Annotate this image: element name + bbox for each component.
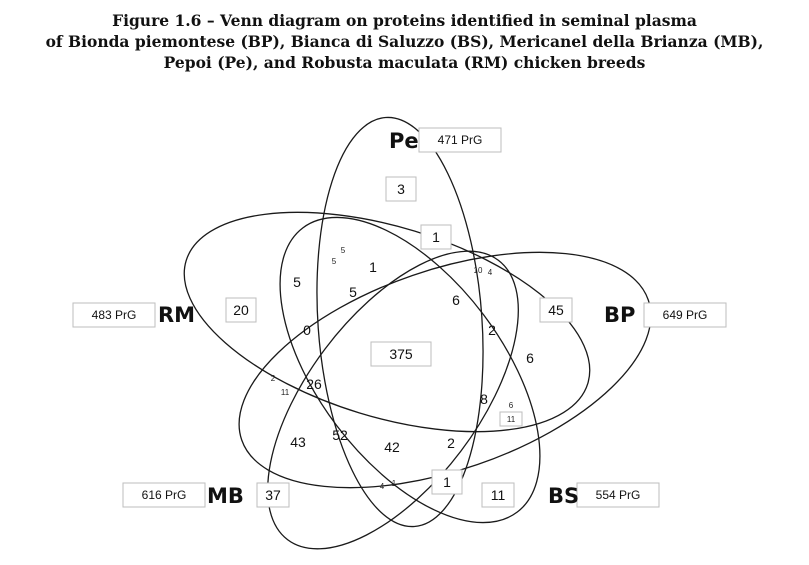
tiny-label-11a: 11 xyxy=(280,388,290,397)
intersection-26: 26 xyxy=(306,376,322,392)
set-label-bs: BS xyxy=(548,484,580,508)
set-label-bp: BP xyxy=(604,303,636,327)
intersection-43: 43 xyxy=(290,434,306,450)
set-label-rm: RM xyxy=(158,303,196,327)
region-center: 375 xyxy=(389,346,413,362)
intersection-2-lower: 2 xyxy=(447,435,455,451)
intersection-5-mid: 5 xyxy=(349,284,357,300)
set-count-rm: 483 PrG xyxy=(91,308,137,322)
tiny-label-10: 10 xyxy=(473,266,483,275)
tiny-label-5b: 5 xyxy=(331,257,337,266)
set-count-pe: 471 PrG xyxy=(437,133,483,147)
title-line-1: Figure 1.6 – Venn diagram on proteins identified in seminal plasma xyxy=(112,11,697,30)
tiny-label-4a: 4 xyxy=(487,268,493,277)
region-upper: 1 xyxy=(432,229,440,245)
intersection-5-left: 5 xyxy=(293,274,301,290)
intersection-42: 42 xyxy=(384,439,400,455)
tiny-label-6: 6 xyxy=(508,401,514,410)
intersection-6-right: 6 xyxy=(526,350,534,366)
tiny-label-2: 2 xyxy=(270,374,276,383)
intersection-1-mid: 1 xyxy=(369,259,377,275)
tiny-label-5a: 5 xyxy=(340,246,346,255)
set-label-pe: Pe xyxy=(389,129,419,153)
intersection-0-left: 0 xyxy=(303,322,311,338)
region-bottom: 1 xyxy=(443,474,451,490)
region-bp-only: 45 xyxy=(548,302,564,318)
ellipse-pe xyxy=(304,112,496,532)
intersection-52: 52 xyxy=(332,427,348,443)
tiny-label-1: 1 xyxy=(391,479,397,488)
region-pe-only: 3 xyxy=(397,181,405,197)
title-line-2: of Bionda piemontese (BP), Bianca di Saluzzo (BS), Mericanel della Brianza (MB), xyxy=(45,32,764,51)
set-count-bp: 649 PrG xyxy=(662,308,708,322)
set-count-bs: 554 PrG xyxy=(595,488,641,502)
intersection-6-upper: 6 xyxy=(452,292,460,308)
intersection-2-right: 2 xyxy=(488,322,496,338)
region-bs-only: 11 xyxy=(490,487,506,503)
region-mb-only: 37 xyxy=(265,487,281,503)
tiny-label-11b: 11 xyxy=(506,415,516,424)
title-line-3: Pepoi (Pe), and Robusta maculata (RM) chicken breeds xyxy=(163,53,646,72)
region-rm-only: 20 xyxy=(233,302,249,318)
ellipse-mb xyxy=(220,209,566,565)
tiny-label-4b: 4 xyxy=(379,482,385,491)
set-count-mb: 616 PrG xyxy=(141,488,187,502)
set-label-mb: MB xyxy=(207,484,244,508)
intersection-8: 8 xyxy=(480,391,488,407)
